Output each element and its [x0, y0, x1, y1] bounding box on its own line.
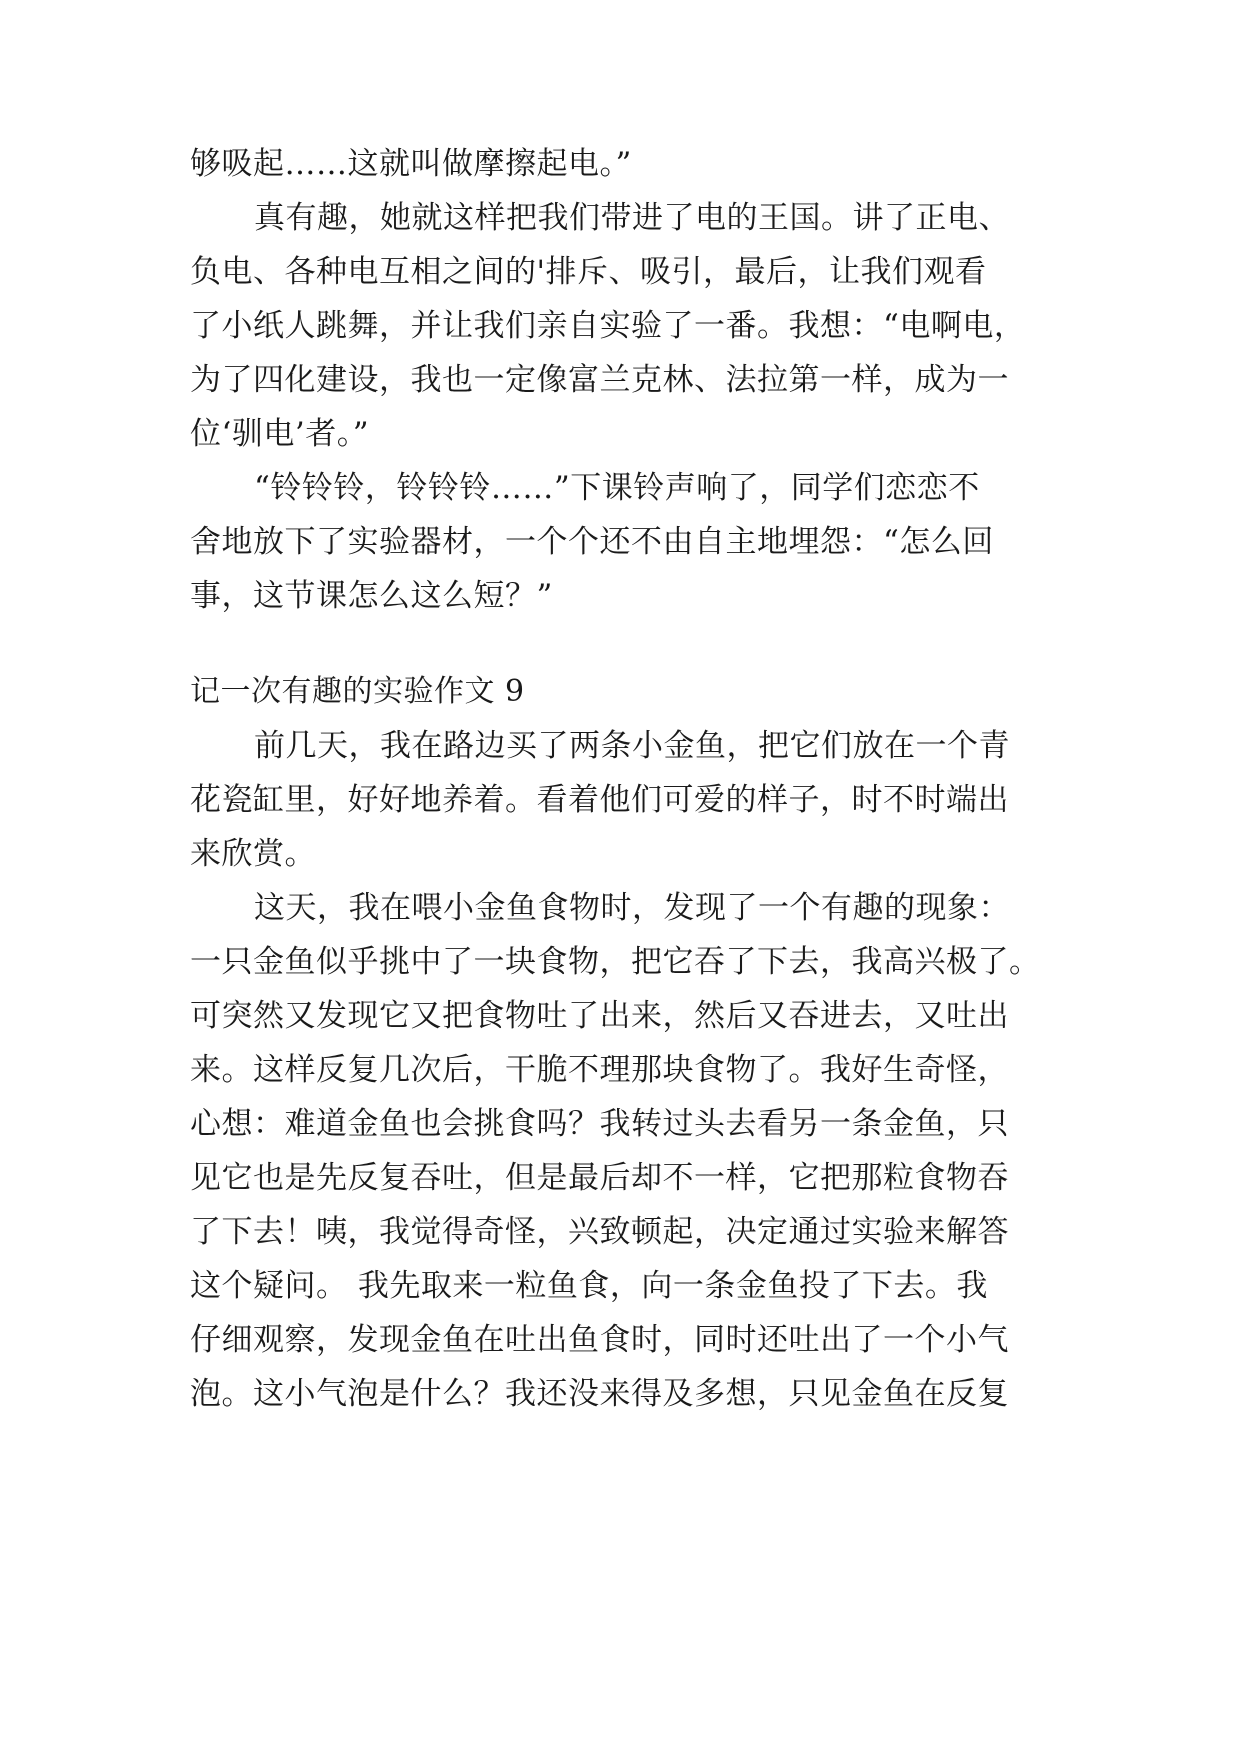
- text-line: 了下去！咦，我觉得奇怪，兴致顿起，决定通过实验来解答: [190, 1214, 1009, 1250]
- text-line: 泡。这小气泡是什么？我还没来得及多想，只见金鱼在反复: [190, 1376, 1009, 1412]
- paragraph-first-line: 前几天，我在路边买了两条小金鱼，把它们放在一个青: [254, 728, 1010, 764]
- text-line: 位‘驯电’者。”: [190, 416, 370, 452]
- paragraph-first-line: 真有趣，她就这样把我们带进了电的王国。讲了正电、: [254, 200, 1010, 236]
- text-line: 舍地放下了实验器材，一个个还不由自主地埋怨：“怎么回: [190, 524, 994, 560]
- text-line: 见它也是先反复吞吐，但是最后却不一样，它把那粒食物吞: [190, 1160, 1009, 1196]
- text-line: 来。这样反复几次后，干脆不理那块食物了。我好生奇怪，: [190, 1052, 1009, 1088]
- text-line: 了小纸人跳舞，并让我们亲自实验了一番。我想：“电啊电，: [190, 308, 1026, 344]
- text-line: 仔细观察，发现金鱼在吐出鱼食时，同时还吐出了一个小气: [190, 1322, 1009, 1358]
- paragraph-first-line: 这天，我在喂小金鱼食物时，发现了一个有趣的现象：: [254, 890, 1010, 926]
- text-line: 来欣赏。: [190, 836, 316, 872]
- section-heading: 记一次有趣的实验作文 9: [190, 674, 525, 709]
- text-line: 可突然又发现它又把食物吐了出来，然后又吞进去，又吐出: [190, 998, 1009, 1034]
- text-line: 够吸起……这就叫做摩擦起电。”: [190, 146, 632, 182]
- text-line: 事，这节课怎么这么短？”: [190, 578, 553, 614]
- text-line: 负电、各种电互相之间的'排斥、吸引，最后，让我们观看: [190, 254, 987, 290]
- paragraph-first-line: “铃铃铃，铃铃铃……”下课铃声响了，同学们恋恋不: [254, 470, 980, 506]
- text-line: 花瓷缸里，好好地养着。看着他们可爱的样子，时不时端出: [190, 782, 1009, 818]
- text-line: 这个疑问。 我先取来一粒鱼食，向一条金鱼投了下去。我: [190, 1268, 988, 1304]
- text-line: 为了四化建设，我也一定像富兰克林、法拉第一样，成为一: [190, 362, 1009, 398]
- text-line: 一只金鱼似乎挑中了一块食物，把它吞了下去，我高兴极了。: [190, 944, 1041, 980]
- text-line: 心想：难道金鱼也会挑食吗？我转过头去看另一条金鱼，只: [190, 1106, 1009, 1142]
